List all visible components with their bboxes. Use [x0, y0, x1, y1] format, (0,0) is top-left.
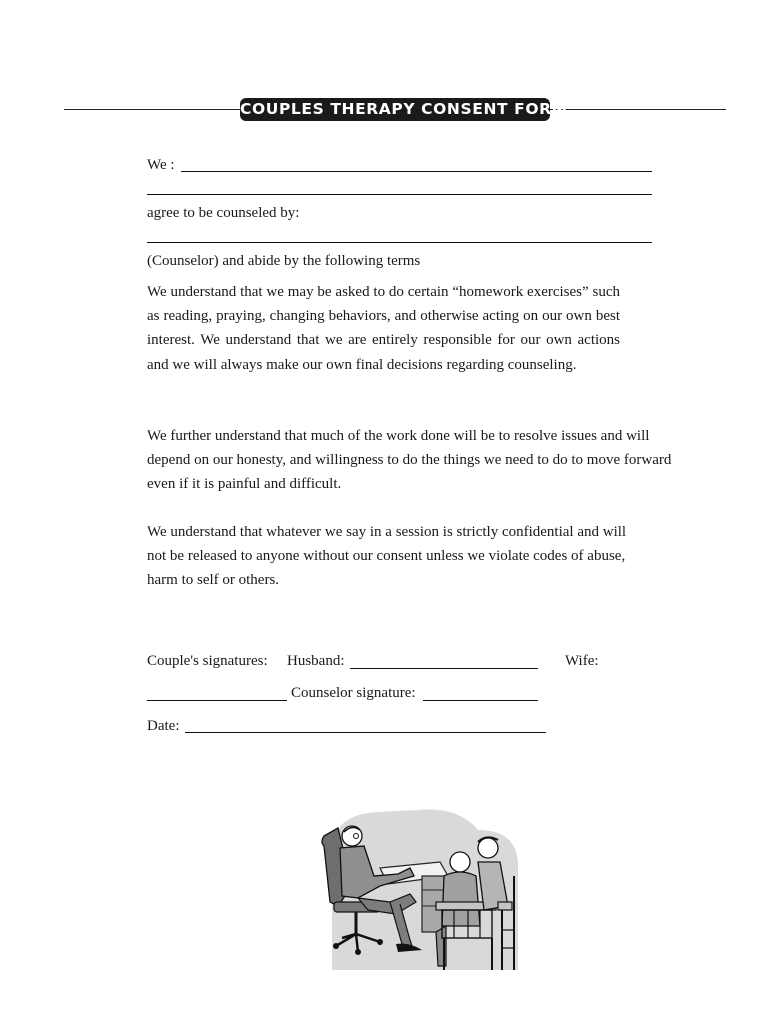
form-title: COUPLES THERAPY CONSENT FORM: [240, 98, 550, 121]
agree-label: agree to be counseled by:: [147, 205, 300, 221]
paragraph-homework: We understand that we may be asked to do certain “homework exercises” such as reading, praying, changing behaviors, and otherwise acting on our own best interest. We understand that we are entirely responsible for our own actions and we will always make our own final decisions regarding counseling.: [147, 284, 620, 373]
husband-label: Husband:: [287, 653, 345, 669]
we-label: We :: [147, 157, 175, 173]
we-name-line-2[interactable]: [147, 194, 652, 195]
counseling-session-illustration: [318, 806, 523, 974]
date-label: Date:: [147, 718, 180, 734]
paragraph-confidentiality: We understand that whatever we say in a session is strictly confidential and will not be released to anyone without our consent unless we violate codes of abuse, harm to self or others.: [147, 524, 627, 589]
paragraph-honesty: We further understand that much of the work done will be to resolve issues and will depend on our honesty, and willingness to do the things we need to do to move forward even if it is painful and difficult.: [147, 428, 672, 493]
counselor-name-line[interactable]: [147, 242, 652, 243]
counselor-terms-label: (Counselor) and abide by the following terms: [147, 253, 421, 269]
we-name-line[interactable]: [181, 171, 652, 172]
couples-signatures-label: Couple's signatures:: [147, 653, 268, 669]
husband-signature-line[interactable]: [350, 668, 538, 669]
date-line[interactable]: [185, 732, 546, 733]
wife-signature-line[interactable]: [147, 700, 287, 701]
wife-label: Wife:: [565, 653, 599, 669]
counselor-signature-label: Counselor signature:: [291, 685, 416, 701]
counselor-signature-line[interactable]: [423, 700, 538, 701]
